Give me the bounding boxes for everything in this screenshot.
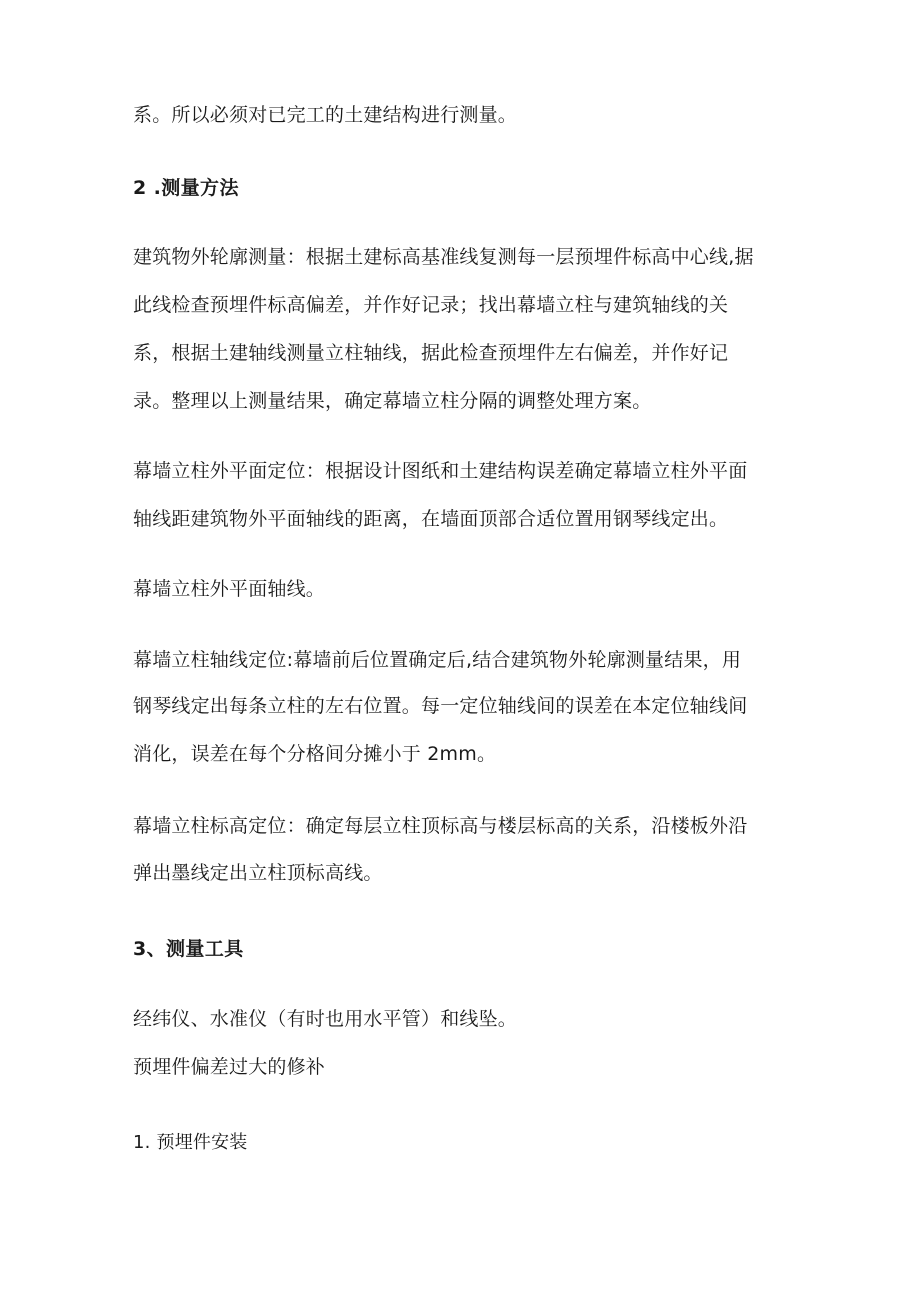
paragraph-line: 建筑物外轮廓测量：根据土建标高基准线复测每一层预埋件标高中心线,据 bbox=[133, 246, 754, 268]
section-heading-measurement-tools: 3、测量工具 bbox=[133, 938, 244, 960]
list-item-embedded-parts-installation: 1. 预埋件安装 bbox=[133, 1132, 248, 1153]
paragraph-line: 此线检查预埋件标高偏差，并作好记录；找出幕墙立柱与建筑轴线的关 bbox=[133, 294, 729, 316]
paragraph-line: 弹出墨线定出立柱顶标高线。 bbox=[133, 862, 383, 884]
paragraph-line: 系，根据土建轴线测量立柱轴线，据此检查预埋件左右偏差，并作好记 bbox=[133, 342, 729, 364]
paragraph-line: 钢琴线定出每条立柱的左右位置。每一定位轴线间的误差在本定位轴线间 bbox=[133, 695, 748, 717]
paragraph-line: 幕墙立柱标高定位：确定每层立柱顶标高与楼层标高的关系，沿楼板外沿 bbox=[133, 815, 748, 837]
paragraph-line: 轴线距建筑物外平面轴线的距离，在墙面顶部合适位置用钢琴线定出。 bbox=[133, 508, 729, 530]
paragraph-line: 经纬仪、水准仪（有时也用水平管）和线坠。 bbox=[133, 1008, 518, 1030]
paragraph-line: 预埋件偏差过大的修补 bbox=[133, 1056, 326, 1078]
paragraph-line: 幕墙立柱外平面轴线。 bbox=[133, 578, 326, 600]
paragraph-line: 录。整理以上测量结果，确定幕墙立柱分隔的调整处理方案。 bbox=[133, 390, 652, 412]
paragraph-line: 幕墙立柱轴线定位:幕墙前后位置确定后,结合建筑物外轮廓测量结果，用 bbox=[133, 649, 742, 671]
paragraph-line: 幕墙立柱外平面定位：根据设计图纸和土建结构误差确定幕墙立柱外平面 bbox=[133, 460, 748, 482]
paragraph-line: 系。所以必须对已完工的土建结构进行测量。 bbox=[133, 104, 518, 126]
paragraph-line: 消化，误差在每个分格间分摊小于 2mm。 bbox=[133, 743, 497, 765]
section-heading-measurement-method: 2 .测量方法 bbox=[133, 177, 239, 199]
